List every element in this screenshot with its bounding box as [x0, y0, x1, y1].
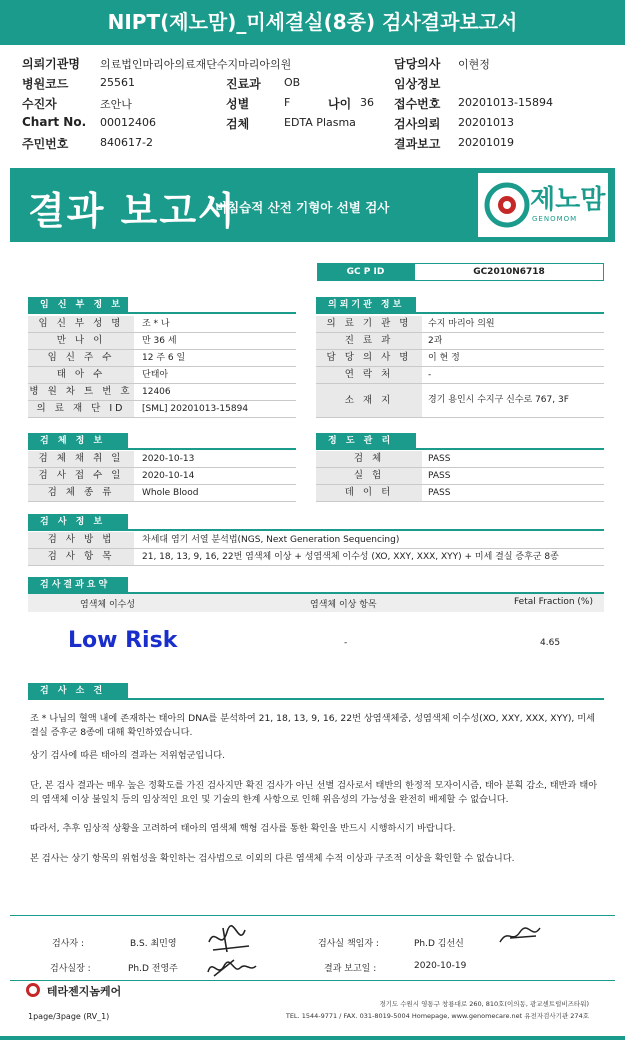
section-divider: [28, 312, 296, 314]
test-table: [28, 532, 604, 568]
gcp-id-value: GC2010N6718: [414, 263, 604, 281]
patient-value: 조안나: [100, 98, 132, 111]
footer-divider: [10, 980, 615, 981]
doctor-value: 이현정: [458, 58, 490, 71]
finding-paragraph: 단, 본 검사 결과는 매우 높은 정확도를 가진 검사지만 확진 검사가 아닌 선별 검사로서 태반의 한정적 모자이시즘, 태아 분획 감소, 태반과 태아의 염색체 이상 불일치 등의 임상적인 요인 및 기술의 한계 사항으로 인해 위음성의 가능성을 완전히 배제할 수 없습니다.: [30, 780, 598, 805]
tester-signature: [205, 922, 255, 956]
row-label: 실 험: [316, 468, 422, 484]
section-pregnant: 임 신 부 정 보: [28, 297, 128, 313]
tester-name: B.S. 최민영: [130, 939, 177, 949]
table-row: [316, 384, 604, 418]
table-row: [28, 401, 296, 418]
row-label: 임 신 주 수: [28, 350, 134, 366]
page-number: 1page/3page (RV_1): [28, 1012, 110, 1021]
row-value: PASS: [428, 454, 451, 464]
table-row: [28, 316, 296, 333]
row-label: 진 료 과: [316, 333, 422, 349]
table-row: [28, 367, 296, 384]
section-institution: 의뢰기관 정보: [316, 297, 416, 313]
table-row: [28, 532, 604, 549]
row-label: 연 락 처: [316, 367, 422, 383]
finding-paragraph: 조 * 나님의 혈액 내에 존재하는 태아의 DNA를 분석하여 21, 18, 13, 9, 16, 22번 상염색체중, 성염색체 이수성(XO, XXY, XXX, XYY), 미세 결실 증후군 8종에 대해 확인하였습니다.: [30, 713, 595, 738]
table-row: [316, 316, 604, 333]
company-address: 경기도 수원시 영통구 창룡대로 260, 810호(이의동, 광교센트럴비즈타워): [379, 1000, 589, 1008]
banner-title: 결과 보고서: [28, 189, 237, 233]
table-row: [28, 549, 604, 566]
dept-value: OB: [284, 76, 301, 89]
section-divider: [316, 312, 604, 314]
lab-resp-label: 검사실 책임자 :: [318, 939, 379, 949]
table-row: [316, 333, 604, 350]
table-row: [28, 451, 296, 468]
row-value: PASS: [428, 471, 451, 481]
company-contact: TEL. 1544-9771 / FAX. 031-8019-5004 Homepage, www.genomecare.net 유전자검사기관 274호: [285, 1012, 589, 1020]
receipt-label: 접수번호: [394, 97, 441, 111]
request-label: 검사의뢰: [394, 117, 441, 131]
row-value: 단태아: [142, 370, 169, 380]
institution-value: 의료법인마리아의료재단수지마리아의원: [100, 58, 292, 71]
row-value: 12406: [142, 387, 171, 397]
specimen-table: [28, 451, 296, 503]
table-row: [316, 485, 604, 502]
row-label: 만 나 이: [28, 333, 134, 349]
dept-label: 진료과: [226, 77, 261, 91]
chart-label: Chart No.: [22, 115, 87, 129]
row-label: 의 료 재 단 ID: [28, 401, 134, 417]
row-value: 12 주 6 일: [142, 353, 186, 363]
row-label: 검 사 방 법: [28, 532, 134, 548]
row-label: 병 원 차 트 번 호: [28, 384, 134, 400]
row-value: 차세대 염기 서열 분석법(NGS, Next Generation Sequencing): [142, 535, 400, 545]
chart-value: 00012406: [100, 116, 156, 129]
clinical-label: 임상정보: [394, 77, 441, 91]
qc-table: [316, 451, 604, 503]
report-title: NIPT(제노맘)_미세결실(8종) 검사결과보고서: [0, 0, 625, 45]
table-row: [316, 468, 604, 485]
request-value: 20201013: [458, 116, 514, 129]
row-value: 21, 18, 13, 9, 16, 22번 염색체 이상 + 성염색체 이수성 (XO, XXY, XXX, XYY) + 미세 결실 증후군 8종: [142, 552, 559, 562]
report-date-value: 2020-10-19: [414, 961, 467, 971]
signature-divider: [10, 915, 615, 916]
section-divider: [28, 448, 296, 450]
row-value: Whole Blood: [142, 488, 199, 498]
ssn-value: 840617-2: [100, 136, 153, 149]
section-divider: [316, 448, 604, 450]
row-value: 2020-10-14: [142, 471, 195, 481]
lab-head-label: 검사실장 :: [50, 964, 91, 974]
hospital-code-label: 병원코드: [22, 77, 69, 91]
row-value: 경기 용인시 수지구 신수로 767, 3F: [428, 395, 569, 405]
finding-paragraph: 따라서, 추후 임상적 상황을 고려하여 태아의 염색체 핵형 검사를 통한 확인을 반드시 시행하시기 바랍니다.: [30, 823, 456, 834]
row-label: 데 이 터: [316, 485, 422, 501]
abnormal-value: -: [344, 638, 348, 648]
genomom-logo: [478, 173, 608, 237]
table-row: [28, 350, 296, 367]
summary-col-ff: Fetal Fraction (%): [514, 597, 593, 607]
doctor-label: 담당의사: [394, 57, 441, 71]
sex-value: F: [284, 96, 291, 109]
specimen-label: 검체: [226, 117, 250, 131]
age-value: 36: [360, 96, 374, 109]
specimen-value: EDTA Plasma: [284, 116, 356, 129]
banner-subtitle: 비침습적 산전 기형아 선별 검사: [215, 200, 390, 215]
lab-head-name: Ph.D 전영주: [128, 964, 178, 974]
ssn-label: 주민번호: [22, 137, 69, 151]
table-row: [28, 384, 296, 401]
row-label: 검 체 종 류: [28, 485, 134, 501]
row-label: 담 당 의 사 명: [316, 350, 422, 366]
row-value: 조 * 나: [142, 319, 170, 329]
section-specimen: 검 체 정 보: [28, 433, 128, 449]
logo-subtext: GENOMOM: [532, 215, 578, 223]
row-label: 검 체: [316, 451, 422, 467]
row-value: -: [428, 370, 432, 380]
summary-col-abnormal: 염색체 이상 항목: [310, 600, 377, 610]
risk-result: Low Risk: [68, 628, 178, 653]
row-label: 검 사 항 목: [28, 549, 134, 565]
row-value: 수지 마리아 의원: [428, 319, 495, 329]
table-row: [316, 451, 604, 468]
row-label: 검 체 채 취 일: [28, 451, 134, 467]
sex-label: 성별: [226, 97, 250, 111]
summary-header: [28, 594, 604, 612]
section-qc: 정 도 관 리: [316, 433, 416, 449]
finding-paragraph: 상기 검사에 따른 태아의 결과는 저위험군입니다.: [30, 750, 226, 761]
pregnant-table: [28, 316, 296, 420]
tester-label: 검사자 :: [52, 939, 84, 949]
logo-text: 제노맘: [530, 185, 606, 215]
table-row: [28, 485, 296, 502]
lab-head-signature: [204, 954, 260, 980]
report-value: 20201019: [458, 136, 514, 149]
row-value: 이 현 정: [428, 353, 460, 363]
report-banner: [10, 168, 615, 242]
section-divider: [28, 529, 604, 531]
patient-label: 수진자: [22, 97, 57, 111]
fetal-fraction-value: 4.65: [540, 638, 561, 648]
row-label: 의 료 기 관 명: [316, 316, 422, 332]
institution-label: 의뢰기관명: [22, 57, 80, 71]
row-value: PASS: [428, 488, 451, 498]
lab-resp-name: Ph.D 김선신: [414, 939, 464, 949]
company-logo: [26, 983, 121, 999]
lab-resp-signature: [496, 922, 544, 948]
section-divider: [28, 698, 604, 700]
row-value: 만 36 세: [142, 336, 177, 346]
age-label: 나이: [328, 97, 352, 111]
row-value: [SML] 20201013-15894: [142, 404, 249, 414]
genomom-logo-icon: [484, 182, 530, 228]
company-logo-icon: [26, 983, 40, 997]
row-value: 2과: [428, 336, 443, 346]
institution-table: [316, 316, 604, 420]
report-label: 결과보고: [394, 137, 441, 151]
gcp-id-label: GC P ID: [317, 263, 414, 281]
finding-paragraph: 본 검사는 상기 항목의 위험성을 확인하는 검사법으로 이외의 다른 염색체 수적 이상과 구조적 이상을 확인할 수 없습니다.: [30, 853, 515, 864]
table-row: [28, 468, 296, 485]
section-test: 검 사 정 보: [28, 514, 128, 530]
company-name: 테라젠지놈케어: [46, 985, 122, 998]
row-label: 소 재 지: [316, 384, 422, 417]
table-row: [28, 333, 296, 350]
row-value: 2020-10-13: [142, 454, 195, 464]
row-label: 태 아 수: [28, 367, 134, 383]
hospital-code-value: 25561: [100, 76, 135, 89]
section-summary: 검사결과요약: [28, 577, 128, 593]
table-row: [316, 367, 604, 384]
row-label: 검 사 접 수 일: [28, 468, 134, 484]
receipt-value: 20201013-15894: [458, 96, 553, 109]
report-date-label: 결과 보고일 :: [324, 964, 377, 974]
bottom-bar: [0, 1036, 625, 1040]
section-findings: 검 사 소 견: [28, 683, 128, 699]
row-label: 임 신 부 성 명: [28, 316, 134, 332]
table-row: [316, 350, 604, 367]
summary-col-aneuploidy: 염색체 이수성: [80, 600, 136, 610]
